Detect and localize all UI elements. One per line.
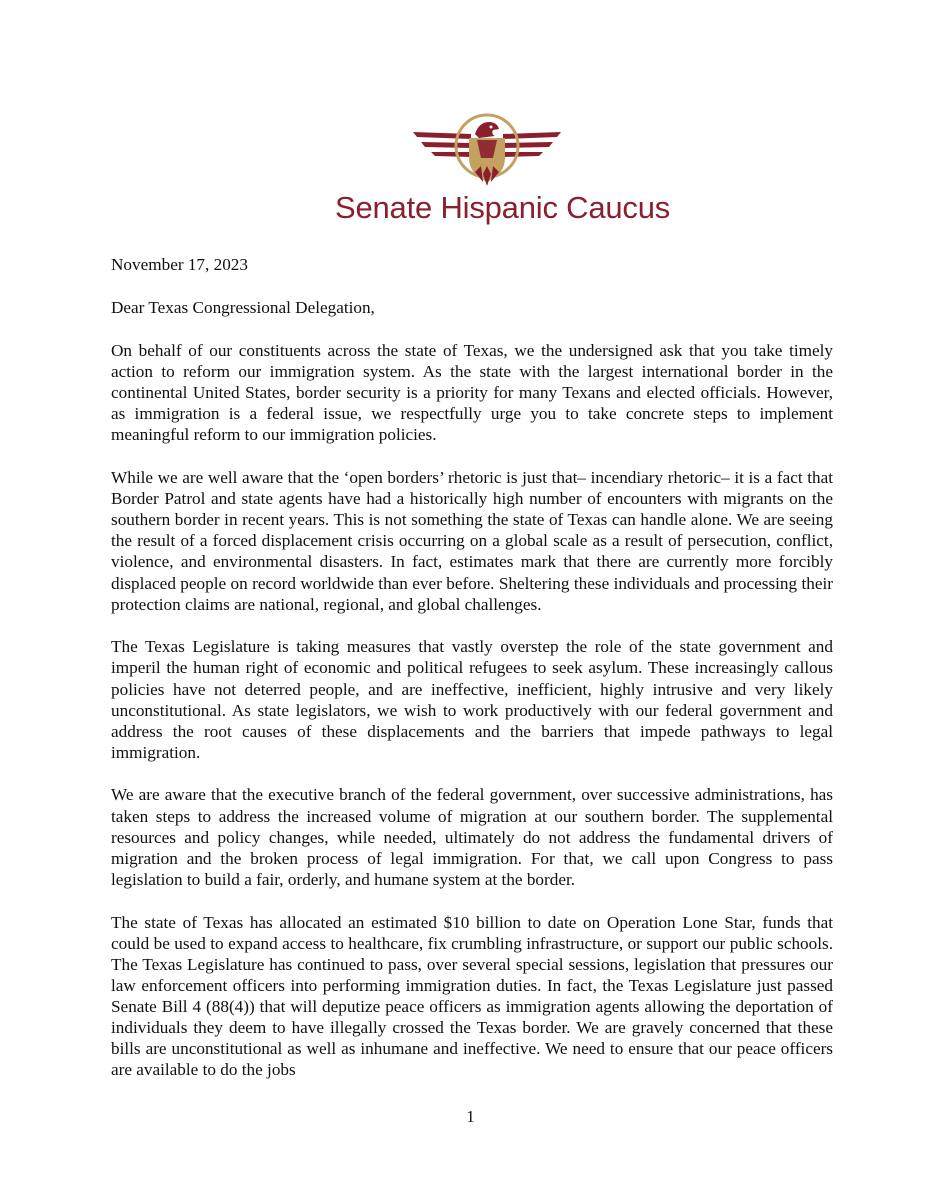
letter-body [111, 340, 833, 1102]
paragraph: The Texas Legislature is taking measures that vastly overstep the role of the state government and imperil the human right of economic and political refugees to seek asylum. These increasingly callous policies have not deterred people, and are ineffective, inefficient, highly intrusive and very likely unconstitutional. As state legislators, we wish to work productively with our federal government and address the root causes of these displacements and the barriers that impede pathways to legal immigration. [111, 637, 833, 762]
salutation: Dear Texas Congressional Delegation, [111, 298, 375, 317]
paragraph: The state of Texas has allocated an estimated $10 billion to date on Operation Lone Star, funds that could be used to expand access to healthcare, fix crumbling infrastructure, or support our public schools. The Texas Legislature has continued to pass, over several special sessions, legislation that pressures our law enforcement officers into performing immigration duties. In fact, the Texas Legislature just passed Senate Bill 4 (88(4)) that will deputize peace officers as immigration agents allowing the deportation of individuals they deem to have illegally crossed the Texas border. We are gravely concerned that these bills are unconstitutional as well as inhumane and ineffective. We need to ensure that our peace officers are available to do the jobs [111, 912, 833, 1080]
organization-name: Senate Hispanic Caucus [335, 190, 671, 225]
eagle-emblem-icon [413, 112, 561, 190]
paragraph: We are aware that the executive branch of the federal government, over successive administrations, has taken steps to address the increased volume of migration at our southern border. The supplemental resources and policy changes, while needed, ultimately do not address the fundamental drivers of migration and the broken process of legal immigration. For that, we call upon Congress to pass legislation to build a fair, orderly, and humane system at the border. [111, 785, 833, 889]
paragraph: On behalf of our constituents across the state of Texas, we the undersigned ask that you take timely action to reform our immigration system. As the state with the largest international border in the continental United States, border security is a priority for many Texans and elected officials. However, as immigration is a federal issue, we respectfully urge you to take concrete steps to implement meaningful reform to our immigration policies. [111, 341, 833, 445]
paragraph: While we are well aware that the ‘open borders’ rhetoric is just that– incendiary rhetoric– it is a fact that Border Patrol and state agents have had a historically high number of encounters with migrants on the southern border in recent years. This is not something the state of Texas can handle alone. We are seeing the result of a forced displacement crisis occurring on a global scale as a result of persecution, conflict, violence, and environmental disasters. In fact, estimates mark that there are currently more forcibly displaced people on record worldwide than ever before. Sheltering these individuals and processing their protection claims are national, regional, and global challenges. [111, 468, 833, 614]
letterhead-logo [335, 112, 671, 227]
letter-date: November 17, 2023 [111, 255, 248, 274]
page-number: 1 [466, 1107, 475, 1126]
